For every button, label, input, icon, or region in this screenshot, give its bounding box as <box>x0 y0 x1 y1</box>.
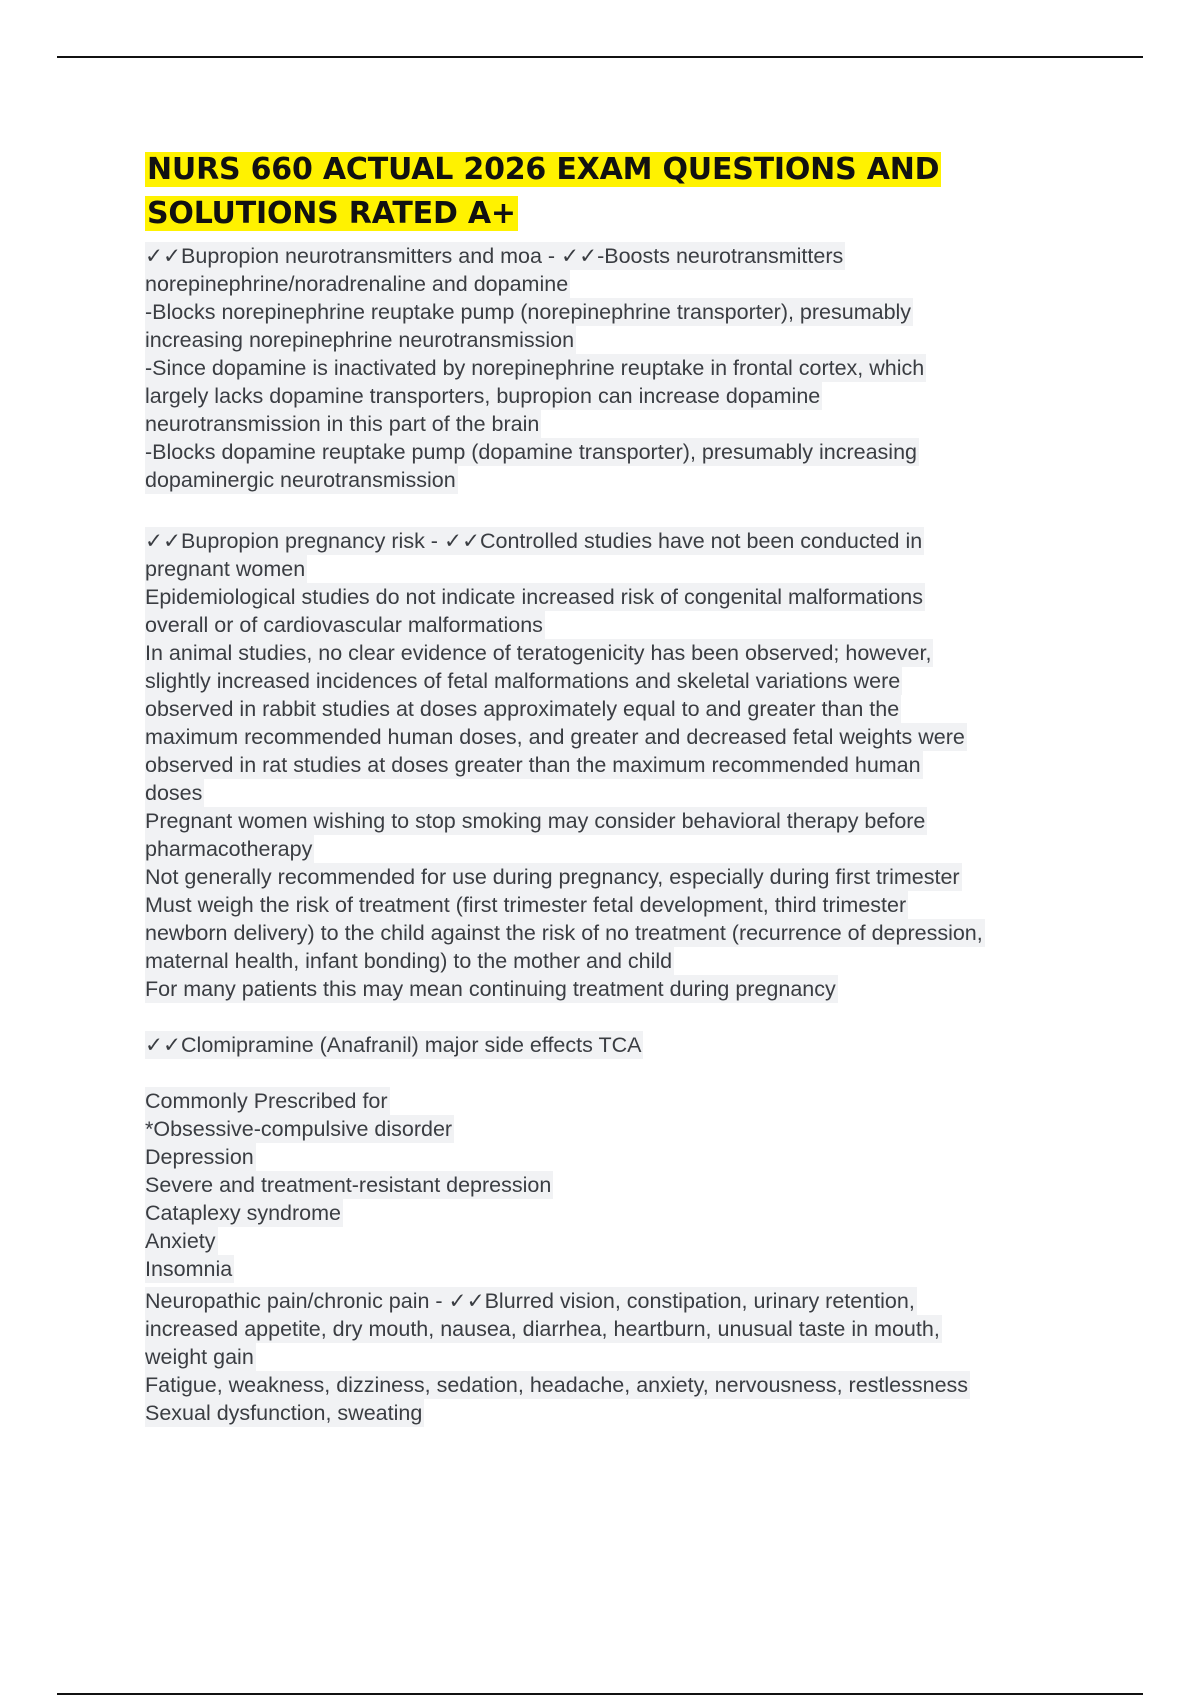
text-line: weight gain <box>145 1345 254 1369</box>
top-rule <box>57 56 1143 58</box>
document-body <box>145 148 1105 1427</box>
title-line: NURS 660 ACTUAL 2026 EXAM QUESTIONS AND <box>147 152 940 187</box>
text-line: Fatigue, weakness, dizziness, sedation, headache, anxiety, nervousness, restlessness <box>145 1373 969 1397</box>
text-line: Depression <box>145 1145 254 1169</box>
text-line: In animal studies, no clear evidence of teratogenicity has been observed; however, <box>145 641 932 665</box>
text-line: ✓✓Bupropion neurotransmitters and moa - ✓✓-Boosts neurotransmitters <box>145 244 844 268</box>
text-line: doses <box>145 781 203 805</box>
text-line: dopaminergic neurotransmission <box>145 468 456 492</box>
text-line: ✓✓Clomipramine (Anafranil) major side effects TCA <box>145 1033 642 1057</box>
qa-bupropion-pregnancy <box>145 527 1105 1003</box>
text-line: observed in rabbit studies at doses approximately equal to and greater than the <box>145 697 900 721</box>
text-line: *Obsessive-compulsive disorder <box>145 1117 453 1141</box>
text-line: Sexual dysfunction, sweating <box>145 1401 423 1425</box>
text-line: Severe and treatment-resistant depression <box>145 1173 552 1197</box>
spacer <box>145 1059 1105 1087</box>
text-line: For many patients this may mean continuing treatment during pregnancy <box>145 977 836 1001</box>
text-line: largely lacks dopamine transporters, bupropion can increase dopamine <box>145 384 821 408</box>
text-line: -Blocks norepinephrine reuptake pump (norepinephrine transporter), presumably <box>145 300 912 324</box>
text-line: maternal health, infant bonding) to the mother and child <box>145 949 673 973</box>
text-line: newborn delivery) to the child against the risk of no treatment (recurrence of depression, <box>145 921 983 945</box>
text-line: -Since dopamine is inactivated by norepinephrine reuptake in frontal cortex, which <box>145 356 925 380</box>
page-title <box>145 148 1105 236</box>
text-line: Insomnia <box>145 1257 233 1281</box>
text-line: increased appetite, dry mouth, nausea, diarrhea, heartburn, unusual taste in mouth, <box>145 1317 940 1341</box>
text-line: Commonly Prescribed for <box>145 1089 388 1113</box>
text-line: observed in rat studies at doses greater than the maximum recommended human <box>145 753 921 777</box>
text-line: Epidemiological studies do not indicate increased risk of congenital malformations <box>145 585 923 609</box>
text-line: pharmacotherapy <box>145 837 313 861</box>
text-line: ✓✓Bupropion pregnancy risk - ✓✓Controlled studies have not been conducted in <box>145 529 923 553</box>
text-line: pregnant women <box>145 557 306 581</box>
qa-clomipramine-list <box>145 1087 1105 1283</box>
title-line: SOLUTIONS RATED A+ <box>147 196 516 231</box>
spacer <box>145 494 1105 527</box>
text-line: increasing norepinephrine neurotransmission <box>145 328 575 352</box>
text-line: maximum recommended human doses, and greater and decreased fetal weights were <box>145 725 965 749</box>
text-line: Not generally recommended for use during pregnancy, especially during first trimester <box>145 865 960 889</box>
spacer <box>145 1003 1105 1031</box>
text-line: overall or of cardiovascular malformations <box>145 613 543 637</box>
text-line: slightly increased incidences of fetal malformations and skeletal variations were <box>145 669 901 693</box>
text-line: neurotransmission in this part of the brain <box>145 412 540 436</box>
text-line: norepinephrine/noradrenaline and dopamine <box>145 272 569 296</box>
qa-clomipramine-heading <box>145 1031 1105 1059</box>
text-line: Anxiety <box>145 1229 216 1253</box>
text-line: Cataplexy syndrome <box>145 1201 341 1225</box>
text-line: Pregnant women wishing to stop smoking may consider behavioral therapy before <box>145 809 926 833</box>
text-line: -Blocks dopamine reuptake pump (dopamine transporter), presumably increasing <box>145 440 917 464</box>
qa-bupropion-moa <box>145 242 1105 494</box>
text-line: Neuropathic pain/chronic pain - ✓✓Blurred vision, constipation, urinary retention, <box>145 1289 915 1313</box>
qa-clomipramine-answer <box>145 1287 1105 1427</box>
text-line: Must weigh the risk of treatment (first trimester fetal development, third trimester <box>145 893 907 917</box>
bottom-rule <box>57 1693 1143 1695</box>
